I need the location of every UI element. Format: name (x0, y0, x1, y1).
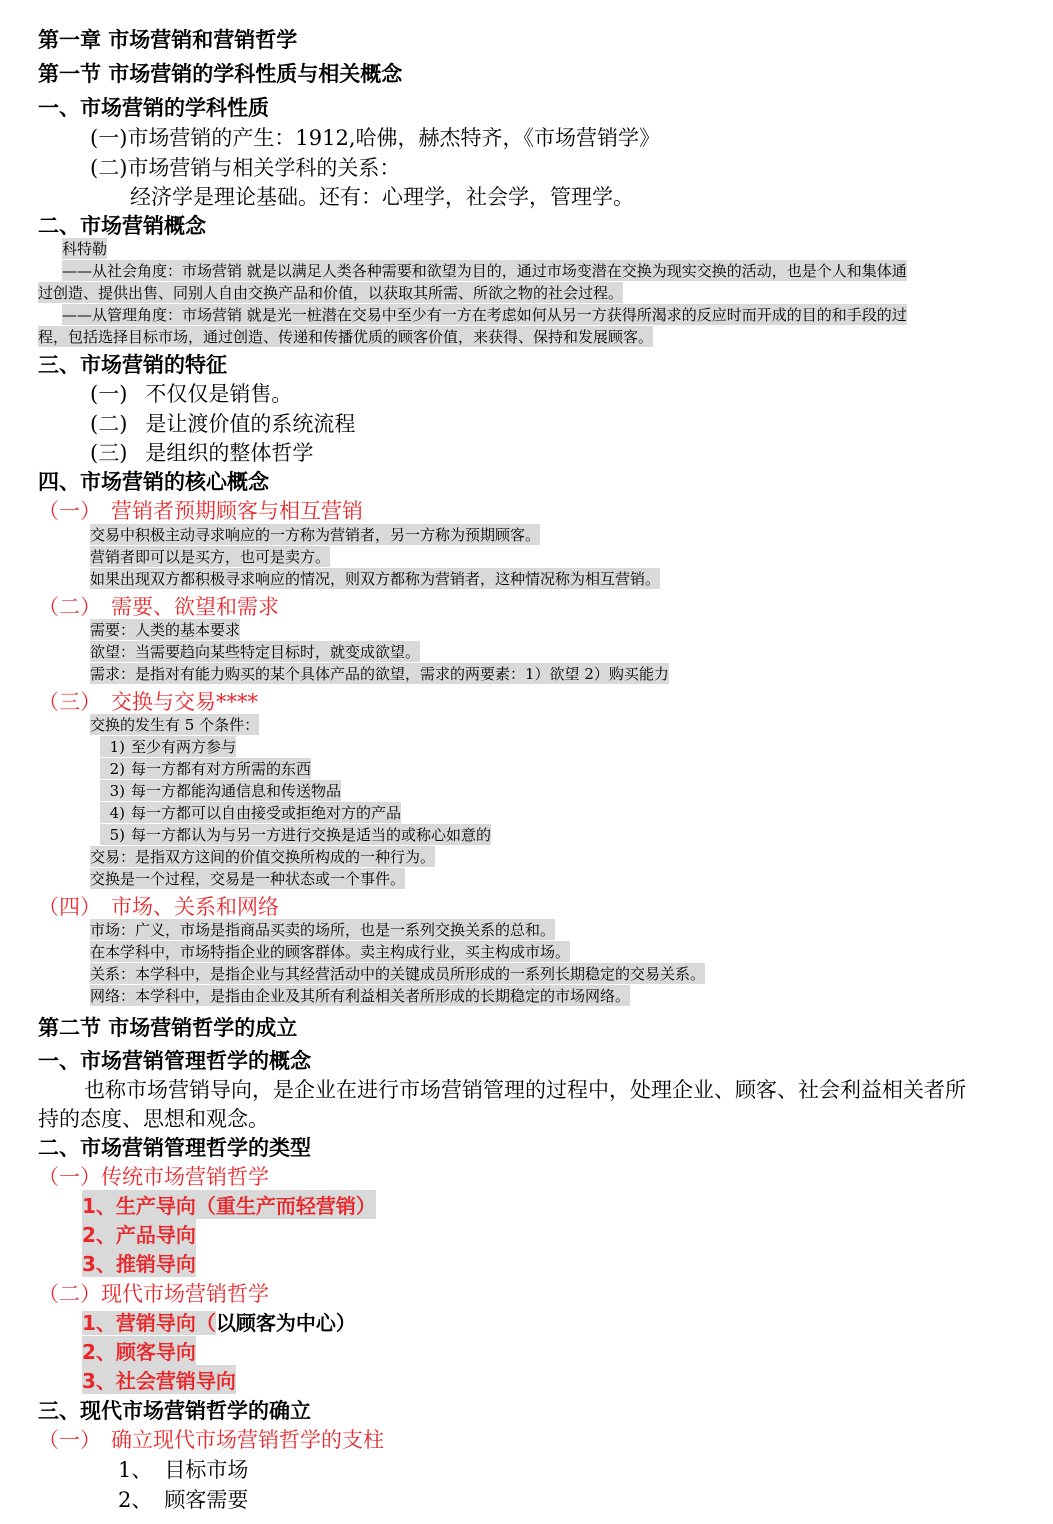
text-line: (一)市场营销的产生：1912,哈佛，赫杰特齐，《市场营销学》 (90, 126, 661, 150)
text-line: 交换的发生有 5 个条件： (90, 716, 260, 734)
list-item: 2、产品导向 (82, 1219, 196, 1248)
text-line: 在本学科中，市场特指企业的顾客群体。卖主构成行业，买主构成市场。 (90, 943, 571, 961)
list-item: 2、顾客导向 (82, 1336, 196, 1365)
heading-1: 一、市场营销的学科性质 (38, 96, 269, 120)
text-line: 需求：是指对有能力购买的某个具体产品的欲望，需求的两要素：1）欲望 2）购买能力 (90, 665, 669, 683)
text-line: 关系：本学科中，是指企业与其经营活动中的关键成员所形成的一系列长期稳定的交易关系。 (90, 965, 706, 983)
text-line: (二)市场营销与相关学科的关系： (90, 156, 401, 180)
subheading: （一）传统市场营销哲学 (38, 1165, 269, 1189)
definition-line: ——从管理角度：市场营销 就是光一桩潜在交易中至少有一方在考虑如何从另一方获得所渴求的反应时而开成的目的和手段的过 (62, 306, 907, 324)
text-line: 也称市场营销导向，是企业在进行市场营销管理的过程中，处理企业、顾客、社会利益相关者所 (84, 1078, 966, 1102)
list-item: 2) 每一方都有对方所需的东西 (100, 758, 311, 779)
text-line: 市场：广义，市场是指商品买卖的场所，也是一系列交换关系的总和。 (90, 921, 556, 939)
text-line: 交换是一个过程，交易是一种状态或一个事件。 (90, 870, 406, 888)
list-item: (一) 不仅仅是销售。 (90, 382, 293, 406)
list-item: 2、 顾客需要 (118, 1488, 249, 1512)
definition-line: 程，包括选择目标市场，通过创造、传递和传播优质的顾客价值，来获得、保持和发展顾客。 (38, 328, 654, 346)
subheading: （一） 确立现代市场营销哲学的支柱 (38, 1428, 384, 1452)
subheading: （三） 交换与交易**** (38, 690, 258, 714)
list-item: 1、生产导向（重生产而轻营销） (82, 1190, 376, 1219)
list-item: 5) 每一方都认为与另一方进行交换是适当的或称心如意的 (100, 824, 491, 845)
heading-3: 三、现代市场营销哲学的确立 (38, 1399, 311, 1423)
text-line: 持的态度、思想和观念。 (38, 1107, 269, 1131)
heading-2: 二、市场营销概念 (38, 214, 206, 238)
list-item: 4) 每一方都可以自由接受或拒绝对方的产品 (100, 802, 401, 823)
list-item: 1、 目标市场 (118, 1458, 249, 1482)
text-line: 网络：本学科中，是指由企业及其所有利益相关者所形成的长期稳定的市场网络。 (90, 987, 631, 1005)
list-item: (三) 是组织的整体哲学 (90, 441, 314, 465)
subheading: （四） 市场、关系和网络 (38, 895, 279, 919)
definition-line: 过创造、提供出售、同别人自由交换产品和价值，以获取其所需、所欲之物的社会过程。 (38, 284, 624, 302)
section-title: 第二节 市场营销哲学的成立 (38, 1016, 298, 1040)
text-line: 交易中积极主动寻求响应的一方称为营销者，另一方称为预期顾客。 (90, 526, 541, 544)
heading-2: 二、市场营销管理哲学的类型 (38, 1136, 311, 1160)
heading-1: 一、市场营销管理哲学的概念 (38, 1049, 311, 1073)
text-line: 营销者即可以是买方，也可是卖方。 (90, 548, 331, 566)
subheading: （二） 需要、欲望和需求 (38, 595, 279, 619)
chapter-title: 第一章 市场营销和营销哲学 (38, 28, 298, 52)
list-item: 1、营销导向（以顾客为中心） (82, 1311, 356, 1335)
subheading: （二）现代市场营销哲学 (38, 1282, 269, 1306)
text-line: 经济学是理论基础。还有：心理学，社会学，管理学。 (130, 185, 634, 209)
author: 科特勒 (62, 240, 108, 258)
list-item: 3、社会营销导向 (82, 1365, 236, 1394)
list-item: 1) 至少有两方参与 (100, 736, 236, 757)
list-item: (二) 是让渡价值的系统流程 (90, 412, 356, 436)
heading-4: 四、市场营销的核心概念 (38, 470, 269, 494)
heading-3: 三、市场营销的特征 (38, 353, 227, 377)
text-line: 欲望：当需要趋向某些特定目标时，就变成欲望。 (90, 643, 421, 661)
text-line: 需要：人类的基本要求 (90, 621, 241, 639)
section-title: 第一节 市场营销的学科性质与相关概念 (38, 62, 403, 86)
subheading: （一） 营销者预期顾客与相互营销 (38, 499, 363, 523)
text-line: 交易：是指双方这间的价值交换所构成的一种行为。 (90, 848, 436, 866)
list-item: 3、推销导向 (82, 1248, 196, 1277)
definition-line: ——从社会角度：市场营销 就是以满足人类各种需要和欲望为目的，通过市场变潜在交换为现实交换的活动，也是个人和集体通 (62, 262, 907, 280)
list-item: 3) 每一方都能沟通信息和传送物品 (100, 780, 341, 801)
text-line: 如果出现双方都积极寻求响应的情况，则双方都称为营销者，这种情况称为相互营销。 (90, 570, 661, 588)
